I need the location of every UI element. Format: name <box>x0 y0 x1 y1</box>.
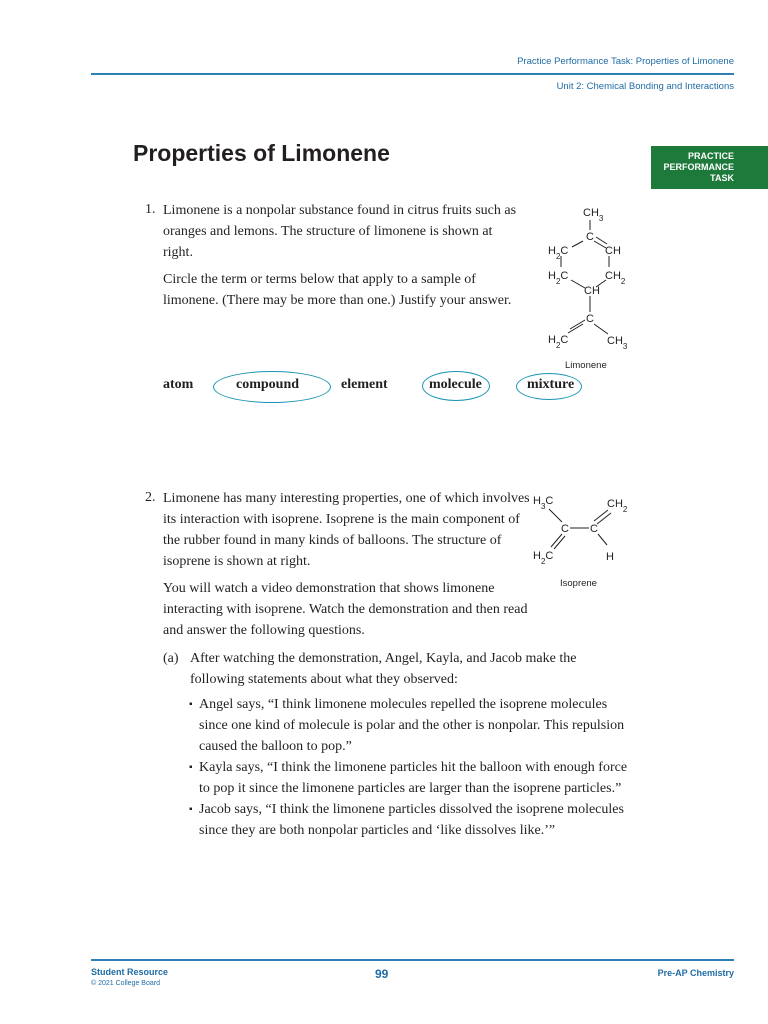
isoprene-ch2-top: $CH_2$ <box>607 498 628 514</box>
header-rule <box>91 73 734 75</box>
footer-copyright: © 2021 College Board <box>91 980 160 987</box>
question-2-paragraph-1: Limonene has many interesting properties, one of which involves its interaction with isoprene. Isoprene is the main component of the rubber found in many kinds of balloons. The structure of isoprene is shown at right. <box>163 491 530 569</box>
question-1-paragraph-2: Circle the term or terms below that apply to a sample of limonene. (There may be more than one.) Justify your answer. <box>163 272 512 308</box>
limonene-caption: Limonene <box>565 360 607 371</box>
header-unit: Unit 2: Chemical Bonding and Interactions <box>556 81 734 92</box>
limonene-ch-upper: CH <box>605 245 621 257</box>
header-task-title: Practice Performance Task: Properties of Limonene <box>517 56 734 67</box>
statement-jacob: ▪ Jacob says, “I think the limonene particles dissolved the isoprene molecules since they are both nonpolar particles and ‘like dissolves like.’” <box>189 799 639 841</box>
question-2-text <box>163 488 530 641</box>
statement-kayla: ▪ Kayla says, “I think the limonene particles hit the balloon with enough force to pop it since the limonene particles are larger than the isoprene particles.” <box>189 757 639 799</box>
isoprene-structure-diagram <box>526 488 638 594</box>
part-a-text: After watching the demonstration, Angel, Kayla, and Jacob make the following statements about what they observed: <box>190 651 577 687</box>
footer-rule <box>91 959 734 961</box>
question-1-number: 1. <box>145 202 156 217</box>
isoprene-c-right: C <box>590 523 598 535</box>
isoprene-c-left: C <box>561 523 569 535</box>
question-1-paragraph-1: Limonene is a nonpolar substance found in citrus fruits such as oranges and lemons. The structure of limonene is shown at right. <box>163 203 517 260</box>
statement-angel: ▪ Angel says, “I think limonene molecules repelled the isoprene molecules since one kind of molecule is polar and the other is nonpolar. This repulsion caused the balloon to pop.” <box>189 694 639 757</box>
limonene-h2c-lower: $H_2C$ <box>548 270 569 286</box>
isoprene-h-bottom: H <box>606 551 614 563</box>
limonene-c-side: C <box>586 313 594 325</box>
practice-task-badge <box>651 146 768 189</box>
limonene-ch3-side: $CH_3$ <box>607 335 628 351</box>
badge-line-2: PERFORMANCE <box>663 162 734 172</box>
part-a-label: (a) <box>163 651 179 666</box>
question-2-number: 2. <box>145 490 156 505</box>
page-title: Properties of Limonene <box>133 140 390 166</box>
limonene-structure-diagram <box>536 198 646 376</box>
term-compound: compound <box>236 377 300 392</box>
term-mixture: mixture <box>527 377 575 392</box>
limonene-h2c-upper: $H_2C$ <box>548 245 569 261</box>
footer-student-resource: Student Resource <box>91 967 169 977</box>
limonene-ch2-lower: $CH_2$ <box>605 270 626 286</box>
statements-list <box>189 694 639 841</box>
isoprene-h2c-bottom: $H_2C$ <box>533 550 554 566</box>
isoprene-h3c: $H_3C$ <box>533 495 554 511</box>
limonene-ch3-top: $CH_3$ <box>583 207 604 223</box>
badge-line-3: TASK <box>710 173 734 183</box>
limonene-c-ring-top: C <box>586 231 594 243</box>
footer-course-name: Pre-AP Chemistry <box>657 968 734 978</box>
term-atom: atom <box>163 377 194 392</box>
limonene-ch-bottom: CH <box>584 285 600 297</box>
term-element: element <box>341 377 388 392</box>
limonene-h2c-side: $H_2C$ <box>548 334 569 350</box>
isoprene-caption: Isoprene <box>560 578 597 589</box>
term-molecule: molecule <box>429 377 482 392</box>
badge-line-1: PRACTICE <box>687 151 734 161</box>
question-2-paragraph-2: You will watch a video demonstration that shows limonene interacting with isoprene. Watch the demonstration and then read and answer the following questions. <box>163 581 528 638</box>
footer-page-number: 99 <box>375 967 389 981</box>
question-1-text <box>163 200 518 311</box>
